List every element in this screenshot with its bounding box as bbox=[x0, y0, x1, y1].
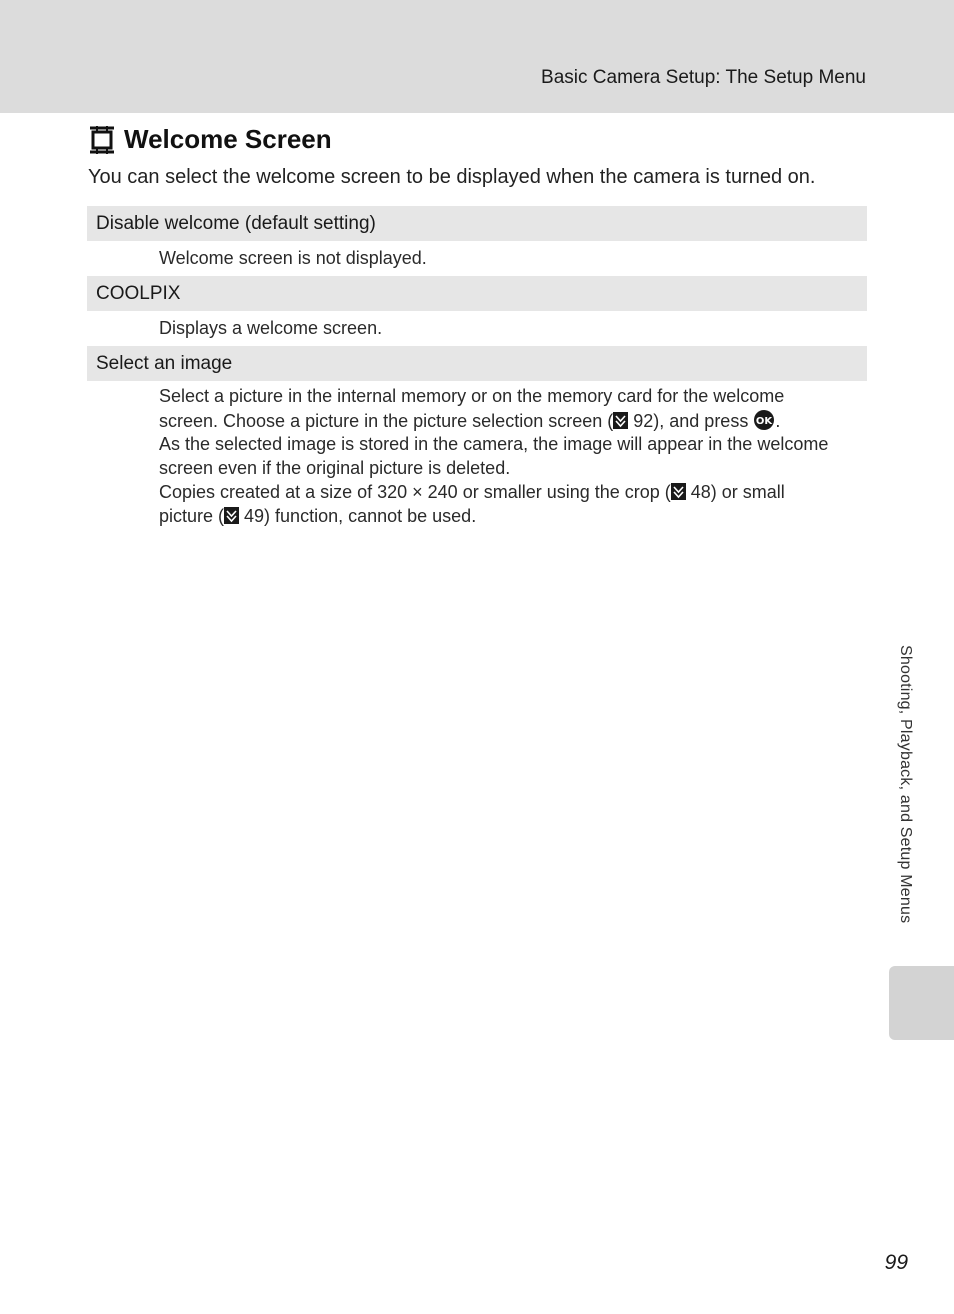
welcome-screen-icon bbox=[88, 126, 116, 154]
desc-line: Copies created at a size of 320 × 240 or smaller using the crop ( 48) or small bbox=[159, 481, 785, 502]
svg-text:OK: OK bbox=[756, 415, 773, 427]
header-band bbox=[0, 0, 954, 113]
desc-line: As the selected image is stored in the camera, the image will appear in the welcome bbox=[159, 434, 829, 455]
options-table bbox=[87, 206, 867, 528]
option-desc-disable: Welcome screen is not displayed. bbox=[159, 248, 427, 268]
page-reference-icon bbox=[613, 412, 628, 429]
page-title: Welcome Screen bbox=[124, 124, 332, 154]
desc-line: screen even if the original picture is deleted. bbox=[159, 458, 511, 479]
page-reference-icon bbox=[224, 507, 239, 524]
option-label-coolpix: COOLPIX bbox=[87, 276, 867, 311]
intro-text: You can select the welcome screen to be displayed when the camera is turned on. bbox=[88, 166, 816, 188]
option-label-select-image: Select an image bbox=[87, 346, 867, 381]
page-number: 99 bbox=[884, 1251, 908, 1274]
running-header: Basic Camera Setup: The Setup Menu bbox=[541, 67, 866, 88]
page-reference-icon bbox=[671, 483, 686, 500]
chapter-side-label: Shooting, Playback, and Setup Menus bbox=[897, 645, 914, 924]
desc-line: picture ( 49) function, cannot be used. bbox=[159, 505, 477, 526]
option-desc-select-image bbox=[87, 381, 867, 528]
chapter-tab bbox=[889, 966, 954, 1040]
section-heading bbox=[88, 124, 332, 155]
option-desc-coolpix: Displays a welcome screen. bbox=[159, 318, 383, 338]
desc-line: Select a picture in the internal memory or on the memory card for the welcome bbox=[159, 386, 785, 406]
desc-line: screen. Choose a picture in the picture selection screen ( 92), and press OK . bbox=[159, 410, 781, 431]
option-label-disable: Disable welcome (default setting) bbox=[87, 206, 867, 241]
ok-button-icon bbox=[753, 409, 775, 431]
